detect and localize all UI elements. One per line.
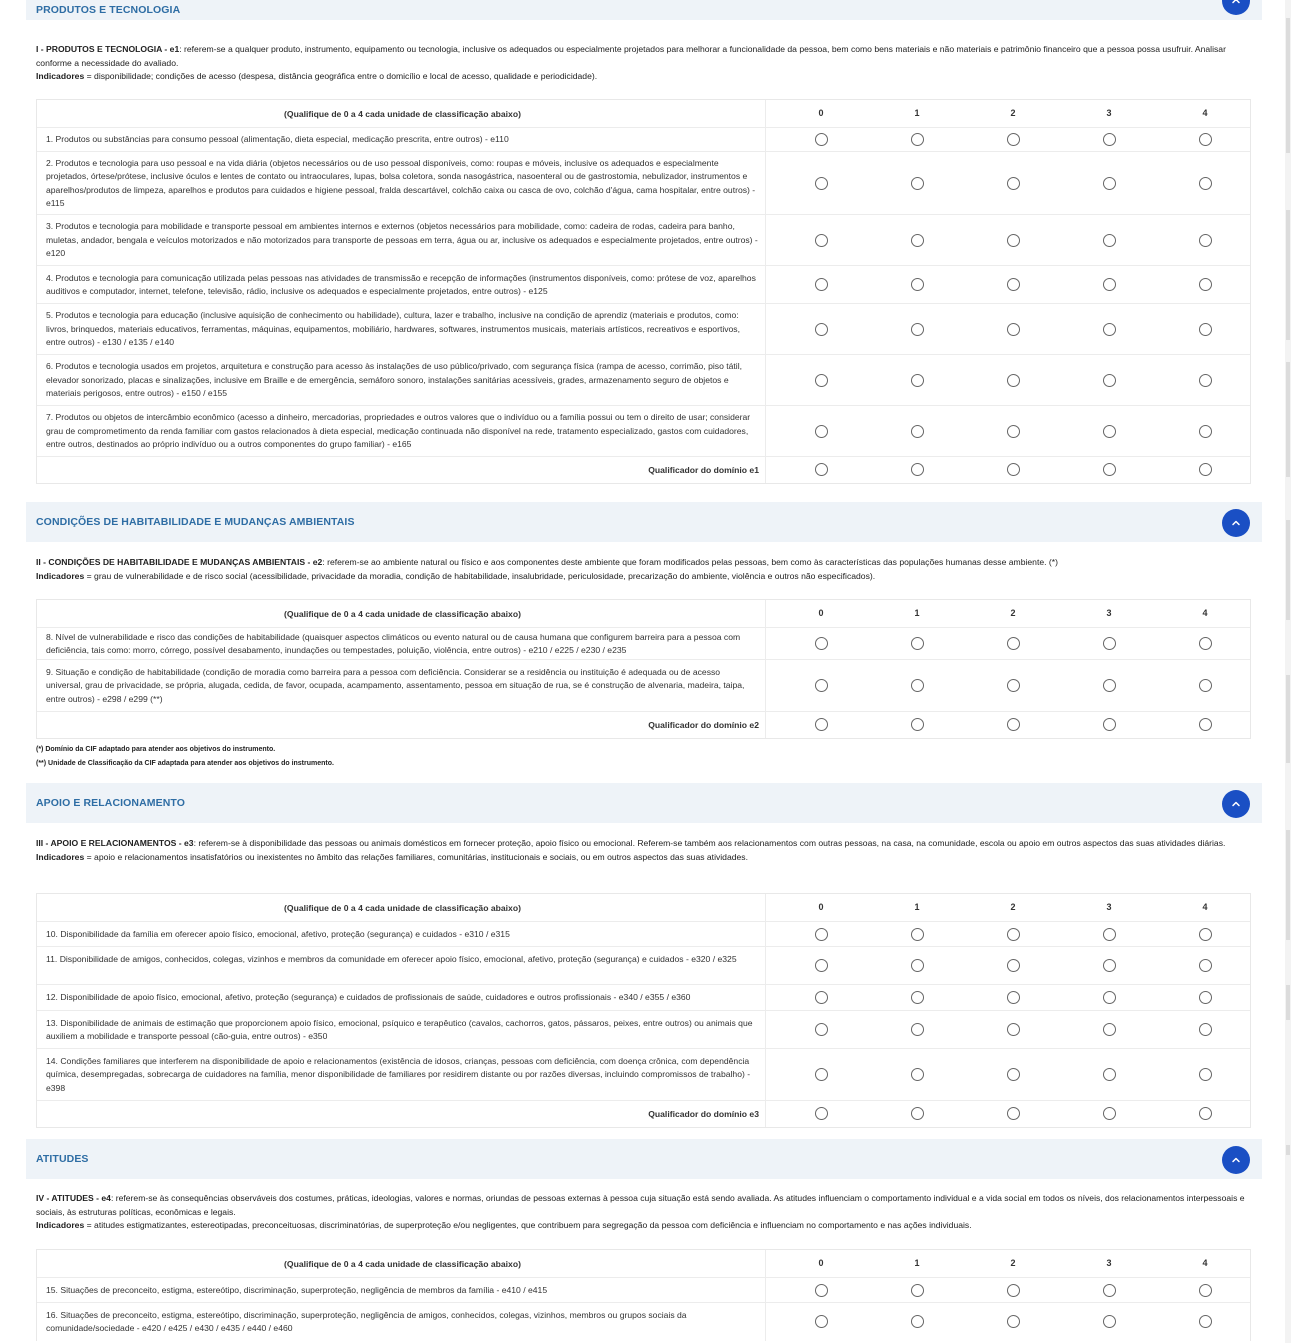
table-row (37, 1049, 1250, 1101)
item-label: 10. Disponibilidade da família em oferecer apoio físico, emocional, afetivo, proteção (segurança) e cuidados - e310 / e315 (46, 928, 510, 939)
rating-cell[interactable] (1157, 1023, 1253, 1038)
rating-cell[interactable] (869, 133, 965, 148)
rating-radio[interactable] (1103, 323, 1116, 336)
domain-qualifier-row (37, 712, 1250, 738)
rating-radio[interactable] (815, 463, 828, 476)
rating-radio[interactable] (911, 959, 924, 972)
rating-radio[interactable] (911, 177, 924, 190)
chevron-up-icon (1231, 799, 1241, 809)
rating-cell[interactable] (965, 463, 1061, 478)
rating-cell[interactable] (965, 177, 1061, 192)
section-description (36, 837, 1252, 864)
footnote: (*) Domínio da CIF adaptado para atender aos objetivos do instrumento. (36, 746, 276, 753)
rating-cell[interactable] (965, 323, 1061, 338)
item-label: 3. Produtos e tecnologia para mobilidade e transporte pessoal em ambientes internos e externos (objetos necessários para mobilidade, como: cadeira de rodas, cadeira para banho, muletas, andador, bengala e veículos motorizados e não motorizados para transporte de pessoas em terra, água ou ar, inclusive os adequados e especialmente projetados, entre outros) - e120 (46, 221, 758, 259)
qualifier-table (36, 599, 1251, 739)
rating-radio[interactable] (815, 133, 828, 146)
rating-cell[interactable] (773, 1284, 869, 1299)
rating-cell[interactable] (965, 133, 1061, 148)
rating-radio[interactable] (1103, 425, 1116, 438)
rating-radio[interactable] (911, 1068, 924, 1081)
table-header-label: (Qualifique de 0 a 4 cada unidade de classificação abaixo) (284, 609, 521, 619)
rating-radio[interactable] (815, 177, 828, 190)
chevron-up-icon (1231, 1155, 1241, 1165)
rating-cell[interactable] (1157, 177, 1253, 192)
rating-radio[interactable] (1103, 374, 1116, 387)
rating-radio[interactable] (911, 718, 924, 731)
rating-radio[interactable] (1199, 1068, 1212, 1081)
rating-cell[interactable] (965, 637, 1061, 652)
rating-cell[interactable] (869, 323, 965, 338)
column-header: 2 (1010, 1258, 1016, 1268)
rating-cell[interactable] (1157, 1068, 1253, 1083)
rating-cell[interactable] (1061, 374, 1157, 389)
rating-cell[interactable] (869, 463, 965, 478)
rating-radio[interactable] (1103, 1023, 1116, 1036)
rating-radio[interactable] (911, 463, 924, 476)
domain-qualifier-row (37, 1101, 1250, 1127)
rating-cell[interactable] (869, 278, 965, 293)
qualifier-table (36, 1249, 1251, 1341)
description-title: I - PRODUTOS E TECNOLOGIA - e1 (36, 44, 180, 54)
indicators-text: = atitudes estigmatizantes, estereotipadas, preconceituosas, discriminatórias, de superproteção e/ou negligentes, que contribuem para segregação da pessoa com deficiência e influenciam no comportamento e nas ações individuais. (84, 1220, 972, 1230)
rating-radio[interactable] (1007, 323, 1020, 336)
indicators-text: = disponibilidade; condições de acesso (despesa, distância geográfica entre o domicílio e local de acesso, qualidade e periodicidade). (84, 71, 598, 81)
rating-radio[interactable] (1103, 463, 1116, 476)
rating-radio[interactable] (815, 374, 828, 387)
table-row (37, 985, 1250, 1011)
rating-radio[interactable] (815, 928, 828, 941)
column-header: 0 (818, 608, 824, 618)
rating-radio[interactable] (911, 991, 924, 1004)
section-header[interactable] (26, 0, 1262, 20)
rating-cell[interactable] (965, 1284, 1061, 1299)
rating-radio[interactable] (1199, 323, 1212, 336)
column-header: 3 (1106, 902, 1112, 912)
rating-cell[interactable] (1157, 374, 1253, 389)
rating-cell[interactable] (1061, 1284, 1157, 1299)
rating-cell[interactable] (773, 1107, 869, 1122)
rating-cell[interactable] (1061, 718, 1157, 733)
rating-radio[interactable] (1007, 679, 1020, 692)
rating-cell[interactable] (773, 991, 869, 1006)
rating-radio[interactable] (911, 278, 924, 291)
rating-cell[interactable] (965, 1068, 1061, 1083)
item-label: 5. Produtos e tecnologia para educação (inclusive aquisição de conhecimento ou habilidade), cultura, lazer e trabalho, inclusive na condição de aprendiz (materiais e produtos, como: livros, brinquedos, materiais educativos, ferramentas, máquinas, equipamentos, mobiliário, hardwares, softwares, instrumentos musicais, materiais artísticos, recreativos e esportivos, entre outros) - e130 / e135 / e140 (46, 310, 740, 348)
rating-radio[interactable] (1007, 177, 1020, 190)
table-row (37, 1011, 1250, 1049)
rating-radio[interactable] (1199, 374, 1212, 387)
rating-cell[interactable] (1157, 278, 1253, 293)
section-title: APOIO E RELACIONAMENTO (36, 797, 186, 809)
domain-qualifier-label: Qualificador do domínio e2 (648, 720, 759, 730)
rating-cell[interactable] (869, 234, 965, 249)
rating-cell[interactable] (869, 425, 965, 440)
rating-cell[interactable] (773, 718, 869, 733)
table-row (37, 152, 1250, 215)
rating-radio[interactable] (1199, 234, 1212, 247)
rating-cell[interactable] (1157, 1315, 1253, 1330)
rating-cell[interactable] (1157, 928, 1253, 943)
table-header-row (37, 1250, 1250, 1278)
rating-cell[interactable] (1061, 1315, 1157, 1330)
rating-cell[interactable] (773, 928, 869, 943)
indicators-text: = grau de vulnerabilidade e de risco social (acessibilidade, privacidade da moradia, condição de habitabilidade, insalubridade, periculosidade, precarização do ambiente, violência e outros não especificados). (84, 570, 876, 581)
column-header: 1 (914, 902, 920, 912)
rating-cell[interactable] (773, 1068, 869, 1083)
item-label: 4. Produtos e tecnologia para comunicação utilizada pelas pessoas nas atividades de transmissão e recepção de informações (instrumentos disponíveis, como: prótese de voz, aparelhos auditivos e computador, internet, telefone, televisão, rádio, inclusive os adequados e especialmente projetados, entre outros) - e125 (46, 272, 756, 296)
rating-radio[interactable] (911, 679, 924, 692)
rating-radio[interactable] (911, 928, 924, 941)
rating-cell[interactable] (1061, 425, 1157, 440)
rating-cell[interactable] (869, 991, 965, 1006)
rating-cell[interactable] (773, 637, 869, 652)
domain-qualifier-row (37, 457, 1250, 483)
rating-cell[interactable] (773, 959, 869, 974)
column-header: 4 (1202, 608, 1208, 618)
rating-radio[interactable] (1007, 1068, 1020, 1081)
rating-radio[interactable] (1199, 928, 1212, 941)
column-header: 3 (1106, 108, 1112, 118)
rating-radio[interactable] (815, 637, 828, 650)
rating-cell[interactable] (1061, 463, 1157, 478)
rating-cell[interactable] (773, 374, 869, 389)
rating-radio[interactable] (911, 637, 924, 650)
rating-radio[interactable] (1007, 1284, 1020, 1297)
column-header: 1 (914, 108, 920, 118)
column-header: 3 (1106, 1258, 1112, 1268)
item-label: 16. Situações de preconceito, estigma, estereótipo, discriminação, superproteção, negligência de amigos, conhecidos, colegas, vizinhos, membros ou grupos sociais da comunidade/sociedade - e420 / e425 / e430 / e435 / e440 / e460 (46, 1309, 687, 1333)
item-label: 14. Condições familiares que interferem na disponibilidade de apoio e relacionamentos (existência de idosos, crianças, pessoas com deficiência, com doença crônica, com dependência química, desempregadas, sobrecarga de cuidadores na família, menor disponibilidade de familiares por residirem distante ou por razões diversas, incluindo compromissos de trabalho) - e398 (46, 1055, 751, 1093)
rating-cell[interactable] (1157, 991, 1253, 1006)
indicators-label: Indicadores (36, 570, 85, 581)
item-label: 13. Disponibilidade de animais de estimação que proporcionem apoio físico, emocional, psíquico e terapêutico (cavalos, cachorros, gatos, pássaros, peixes, entre outros) ou animais que auxiliem a mobilidade e transporte pessoal (cão-guia, entre outros) - e350 (46, 1017, 753, 1041)
rating-radio[interactable] (1007, 133, 1020, 146)
description-text: : referem-se às consequências observáveis dos costumes, práticas, ideologias, valores e normas, oriundas de pessoas externas à pessoa cuja situação está sendo avaliada. As atitudes influenciam o comportamento individual e a vida social em todos os níveis, dos relacionamentos interpessoais e sociais, às estruturas políticas, econômicas e legais. (36, 1193, 1245, 1217)
domain-qualifier-label: Qualificador do domínio e1 (648, 465, 759, 475)
rating-cell[interactable] (965, 234, 1061, 249)
rating-radio[interactable] (1007, 718, 1020, 731)
section-title: ATITUDES (36, 1153, 89, 1165)
rating-radio[interactable] (1199, 718, 1212, 731)
column-header: 2 (1010, 902, 1016, 912)
rating-radio[interactable] (1007, 1315, 1020, 1328)
rating-cell[interactable] (773, 679, 869, 694)
item-label: 9. Situação e condição de habitabilidade (condição de moradia como barreira para a pessoa com deficiência. Considerar se a residência ou instituição é adequada ou de acesso universal, grau de privacidade, se própria, alugada, cedida, de favor, ocupada, acampamento, assentamento, pessoa em situação de rua, se é construção de alvenaria, madeira, taipa, entre outros) - e298 / e299 (**) (46, 666, 745, 704)
chevron-up-icon (1231, 518, 1241, 528)
item-label: 15. Situações de preconceito, estigma, estereótipo, discriminação, superproteção, negligência de membros da família - e410 / e415 (46, 1284, 548, 1295)
rating-radio[interactable] (815, 278, 828, 291)
rating-radio[interactable] (1103, 234, 1116, 247)
description-title: IV - ATITUDES - e4 (36, 1193, 111, 1203)
rating-radio[interactable] (1103, 278, 1116, 291)
rating-cell[interactable] (1157, 718, 1253, 733)
rating-cell[interactable] (965, 679, 1061, 694)
item-label: 2. Produtos e tecnologia para uso pessoal e na vida diária (objetos necessários ou de uso pessoal disponíveis, como: roupas e móveis, inclusive os adequados e especialmente projetados, órtese/prótese, inclusive óculos e lentes de contato ou intraoculares, lupas, bolsa coletora, sonda nasogástrica, nasoenteral ou de gastrostomia, nebulizador, instrumentos e aparelhos/produtos de limpeza, aparelhos e produtos para cuidados e higiene pessoal, fralda descartável, colchão caixa ou casca de ovo, colchão d'água, cama hospitalar, entre outros) - e115 (46, 157, 756, 208)
rating-radio[interactable] (1103, 177, 1116, 190)
rating-cell[interactable] (1061, 278, 1157, 293)
rating-cell[interactable] (773, 463, 869, 478)
rating-radio[interactable] (911, 323, 924, 336)
rating-radio[interactable] (911, 1284, 924, 1297)
rating-cell[interactable] (1061, 1107, 1157, 1122)
qualifier-table (36, 99, 1251, 484)
rating-cell[interactable] (869, 637, 965, 652)
item-label: 7. Produtos ou objetos de intercâmbio econômico (acesso a dinheiro, mercadorias, propriedades e outros valores que o indivíduo ou a família possui ou tem o direito de usar; considerar grau de comprometimento da renda familiar com gastos relacionados à dieta especial, medicação continuada não disponível na rede, tratamento especializado, gastos com cuidadores, entre outros, destinados ao próprio indivíduo ou a outros componentes do grupo familiar) - e165 (46, 412, 751, 450)
rating-radio[interactable] (911, 133, 924, 146)
description-text: : referem-se ao ambiente natural ou físico e aos componentes deste ambiente que foram modificados pelas pessoas, bem como às características das populações humanas desse ambiente. (*) (322, 557, 1058, 567)
indicators-label: Indicadores (36, 71, 85, 81)
collapse-button[interactable] (1222, 0, 1250, 15)
indicators-text: = apoio e relacionamentos insatisfatórios ou inexistentes no âmbito das relações familiares, comunitárias, institucionais e sociais, ou em outros aspectos das suas atividades. (84, 851, 748, 862)
table-row (37, 1303, 1250, 1341)
rating-radio[interactable] (815, 991, 828, 1004)
rating-cell[interactable] (965, 278, 1061, 293)
rating-radio[interactable] (1007, 463, 1020, 476)
rating-radio[interactable] (1199, 991, 1212, 1004)
table-header-row (37, 600, 1250, 628)
rating-radio[interactable] (815, 234, 828, 247)
rating-cell[interactable] (1157, 234, 1253, 249)
chevron-up-icon (1231, 0, 1241, 6)
section-description (36, 43, 1252, 84)
rating-radio[interactable] (1007, 959, 1020, 972)
rating-radio[interactable] (1007, 1023, 1020, 1036)
rating-cell[interactable] (1157, 323, 1253, 338)
rating-radio[interactable] (815, 425, 828, 438)
table-header-label: (Qualifique de 0 a 4 cada unidade de classificação abaixo) (284, 903, 521, 913)
collapse-button[interactable] (1222, 790, 1250, 818)
rating-radio[interactable] (1007, 637, 1020, 650)
rating-cell[interactable] (1061, 323, 1157, 338)
rating-cell[interactable] (869, 928, 965, 943)
domain-qualifier-label: Qualificador do domínio e3 (648, 1109, 759, 1119)
rating-radio[interactable] (1007, 928, 1020, 941)
rating-radio[interactable] (1199, 278, 1212, 291)
column-header: 2 (1010, 608, 1016, 618)
rating-cell[interactable] (869, 1023, 965, 1038)
rating-cell[interactable] (869, 177, 965, 192)
column-header: 4 (1202, 902, 1208, 912)
rating-radio[interactable] (815, 1107, 828, 1120)
table-row (37, 128, 1250, 152)
rating-radio[interactable] (911, 425, 924, 438)
section-description (36, 1192, 1252, 1233)
rating-radio[interactable] (911, 1023, 924, 1036)
rating-cell[interactable] (869, 679, 965, 694)
rating-radio[interactable] (1199, 1023, 1212, 1036)
item-label: 11. Disponibilidade de amigos, conhecidos, colegas, vizinhos e membros da comunidade em oferecer apoio físico, emocional, afetivo, proteção (segurança) e cuidados - e320 / e325 (46, 953, 737, 964)
item-label: 8. Nível de vulnerabilidade e risco das condições de habitabilidade (quaisquer aspectos climáticos ou evento natural ou de causa humana que configurem barreira para a pessoa com deficiência, tais como: morro, córrego, possível desabamento, inundações ou tempestades, poluição, violência, entre outros) - e210 / e225 / e230 / e235 (46, 631, 741, 655)
rating-radio[interactable] (1103, 991, 1116, 1004)
column-header: 0 (818, 902, 824, 912)
rating-radio[interactable] (1199, 959, 1212, 972)
rating-cell[interactable] (773, 1023, 869, 1038)
column-header: 0 (818, 108, 824, 118)
column-header: 4 (1202, 108, 1208, 118)
rating-radio[interactable] (1103, 1107, 1116, 1120)
rating-cell[interactable] (965, 1107, 1061, 1122)
column-header: 1 (914, 608, 920, 618)
rating-radio[interactable] (911, 1315, 924, 1328)
column-header: 2 (1010, 108, 1016, 118)
rating-radio[interactable] (1007, 991, 1020, 1004)
description-title: III - APOIO E RELACIONAMENTOS - e3 (36, 838, 194, 848)
indicators-label: Indicadores (36, 851, 85, 862)
table-header-row (37, 100, 1250, 128)
column-header: 0 (818, 1258, 824, 1268)
rating-radio[interactable] (911, 234, 924, 247)
rating-cell[interactable] (1061, 1023, 1157, 1038)
rating-cell[interactable] (1157, 1107, 1253, 1122)
rating-cell[interactable] (869, 1284, 965, 1299)
rating-radio[interactable] (1199, 177, 1212, 190)
table-row (37, 660, 1250, 712)
rating-cell[interactable] (1061, 928, 1157, 943)
rating-radio[interactable] (1103, 679, 1116, 692)
rating-cell[interactable] (965, 374, 1061, 389)
table-row (37, 922, 1250, 947)
rating-radio[interactable] (815, 1315, 828, 1328)
item-label: 1. Produtos ou substâncias para consumo pessoal (alimentação, dieta especial, medicação prescrita, entre outros) - e110 (46, 134, 509, 145)
rating-radio[interactable] (1007, 234, 1020, 247)
rating-radio[interactable] (1199, 1107, 1212, 1120)
scrollbar[interactable] (1285, 0, 1291, 1343)
table-row (37, 406, 1250, 457)
collapse-button[interactable] (1222, 1146, 1250, 1174)
collapse-button[interactable] (1222, 509, 1250, 537)
rating-cell[interactable] (773, 425, 869, 440)
section-title: CONDIÇÕES DE HABITABILIDADE E MUDANÇAS AMBIENTAIS (36, 516, 355, 528)
rating-radio[interactable] (1007, 374, 1020, 387)
table-header-label: (Qualifique de 0 a 4 cada unidade de classificação abaixo) (284, 1259, 521, 1269)
rating-radio[interactable] (1103, 959, 1116, 972)
rating-radio[interactable] (1103, 133, 1116, 146)
rating-radio[interactable] (1007, 1107, 1020, 1120)
rating-cell[interactable] (1061, 679, 1157, 694)
rating-cell[interactable] (773, 323, 869, 338)
section-header[interactable] (26, 502, 1262, 542)
column-header: 4 (1202, 1258, 1208, 1268)
rating-radio[interactable] (815, 1284, 828, 1297)
rating-cell[interactable] (1157, 425, 1253, 440)
rating-radio[interactable] (1199, 637, 1212, 650)
indicators-label: Indicadores (36, 1220, 85, 1230)
rating-cell[interactable] (1157, 463, 1253, 478)
rating-radio[interactable] (815, 323, 828, 336)
rating-radio[interactable] (1199, 463, 1212, 476)
rating-cell[interactable] (1157, 959, 1253, 974)
description-title: II - CONDIÇÕES DE HABITABILIDADE E MUDANÇAS AMBIENTAIS - e2 (36, 557, 323, 567)
rating-cell[interactable] (773, 177, 869, 192)
column-header: 1 (914, 1258, 920, 1268)
rating-radio[interactable] (911, 1107, 924, 1120)
rating-cell[interactable] (1157, 679, 1253, 694)
table-row (37, 266, 1250, 304)
rating-cell[interactable] (965, 1023, 1061, 1038)
rating-cell[interactable] (869, 1315, 965, 1330)
rating-radio[interactable] (815, 959, 828, 972)
rating-cell[interactable] (1157, 133, 1253, 148)
rating-radio[interactable] (1103, 1315, 1116, 1328)
table-header-row (37, 894, 1250, 922)
rating-cell[interactable] (1061, 133, 1157, 148)
rating-radio[interactable] (1007, 425, 1020, 438)
section-header[interactable] (26, 783, 1262, 823)
rating-cell[interactable] (1061, 991, 1157, 1006)
rating-cell[interactable] (965, 959, 1061, 974)
table-row (37, 215, 1250, 266)
rating-radio[interactable] (815, 679, 828, 692)
rating-cell[interactable] (965, 718, 1061, 733)
rating-radio[interactable] (911, 374, 924, 387)
rating-radio[interactable] (1199, 1284, 1212, 1297)
rating-radio[interactable] (815, 1023, 828, 1036)
rating-radio[interactable] (1103, 1068, 1116, 1081)
rating-cell[interactable] (1157, 1284, 1253, 1299)
item-label: 6. Produtos e tecnologia usados em projetos, arquitetura e construção para acesso às instalações de uso público/privado, com segurança física (rampa de acesso, corrimão, piso tátil, elevador sonorizado, placas e sinalizações, inclusive em Braille e de emergência, semáforo sonoro, instalações sanitárias acessíveis, grades, armazenamento seguro de objetos e materiais perigosos, entre outros) - e150 / e155 (46, 361, 742, 399)
rating-radio[interactable] (1103, 1284, 1116, 1297)
rating-cell[interactable] (869, 959, 965, 974)
section-title: PRODUTOS E TECNOLOGIA (36, 4, 181, 16)
rating-radio[interactable] (1103, 718, 1116, 731)
table-row (37, 628, 1250, 660)
table-row (37, 947, 1250, 985)
rating-cell[interactable] (773, 234, 869, 249)
rating-cell[interactable] (1061, 177, 1157, 192)
rating-cell[interactable] (869, 718, 965, 733)
item-label: 12. Disponibilidade de apoio físico, emocional, afetivo, proteção (segurança) e cuidados de profissionais de saúde, cuidadores e outros profissionais - e340 / e355 / e360 (46, 992, 691, 1003)
section-description (36, 556, 1252, 583)
rating-cell[interactable] (773, 1315, 869, 1330)
description-text: : referem-se à disponibilidade das pessoas ou animais domésticos em fornecer proteção, apoio físico ou emocional. Referem-se também aos relacionamentos com outras pessoas, na casa, na comunidade, escola ou apoio em outros aspectos das suas atividades diárias. (193, 838, 1226, 848)
rating-radio[interactable] (1103, 928, 1116, 941)
rating-cell[interactable] (869, 374, 965, 389)
description-text: : referem-se a qualquer produto, instrumento, equipamento ou tecnologia, inclusive os adequados ou especialmente projetados para melhorar a funcionalidade da pessoa, bem como bens materiais e não materiais e patrimônio financeiro que a pessoa possa usufruir. Analisar conforme a necessidade do avaliado. (36, 44, 1226, 68)
table-row (37, 1278, 1250, 1303)
rating-cell[interactable] (773, 133, 869, 148)
table-row (37, 355, 1250, 406)
section-header[interactable] (26, 1139, 1262, 1179)
rating-cell[interactable] (965, 425, 1061, 440)
table-header-label: (Qualifique de 0 a 4 cada unidade de classificação abaixo) (284, 109, 521, 119)
qualifier-table (36, 893, 1251, 1128)
rating-radio[interactable] (815, 718, 828, 731)
rating-radio[interactable] (1199, 1315, 1212, 1328)
rating-cell[interactable] (1157, 637, 1253, 652)
rating-radio[interactable] (1199, 133, 1212, 146)
rating-cell[interactable] (869, 1068, 965, 1083)
rating-radio[interactable] (1199, 679, 1212, 692)
column-header: 3 (1106, 608, 1112, 618)
rating-cell[interactable] (1061, 1068, 1157, 1083)
rating-cell[interactable] (965, 991, 1061, 1006)
rating-cell[interactable] (869, 1107, 965, 1122)
rating-radio[interactable] (1007, 278, 1020, 291)
rating-cell[interactable] (965, 1315, 1061, 1330)
rating-cell[interactable] (773, 278, 869, 293)
rating-radio[interactable] (815, 1068, 828, 1081)
rating-radio[interactable] (1103, 637, 1116, 650)
rating-cell[interactable] (1061, 637, 1157, 652)
rating-radio[interactable] (1199, 425, 1212, 438)
rating-cell[interactable] (1061, 234, 1157, 249)
table-row (37, 304, 1250, 355)
rating-cell[interactable] (1061, 959, 1157, 974)
footnote: (**) Unidade de Classificação da CIF adaptada para atender aos objetivos do instrumento. (36, 760, 334, 767)
rating-cell[interactable] (965, 928, 1061, 943)
